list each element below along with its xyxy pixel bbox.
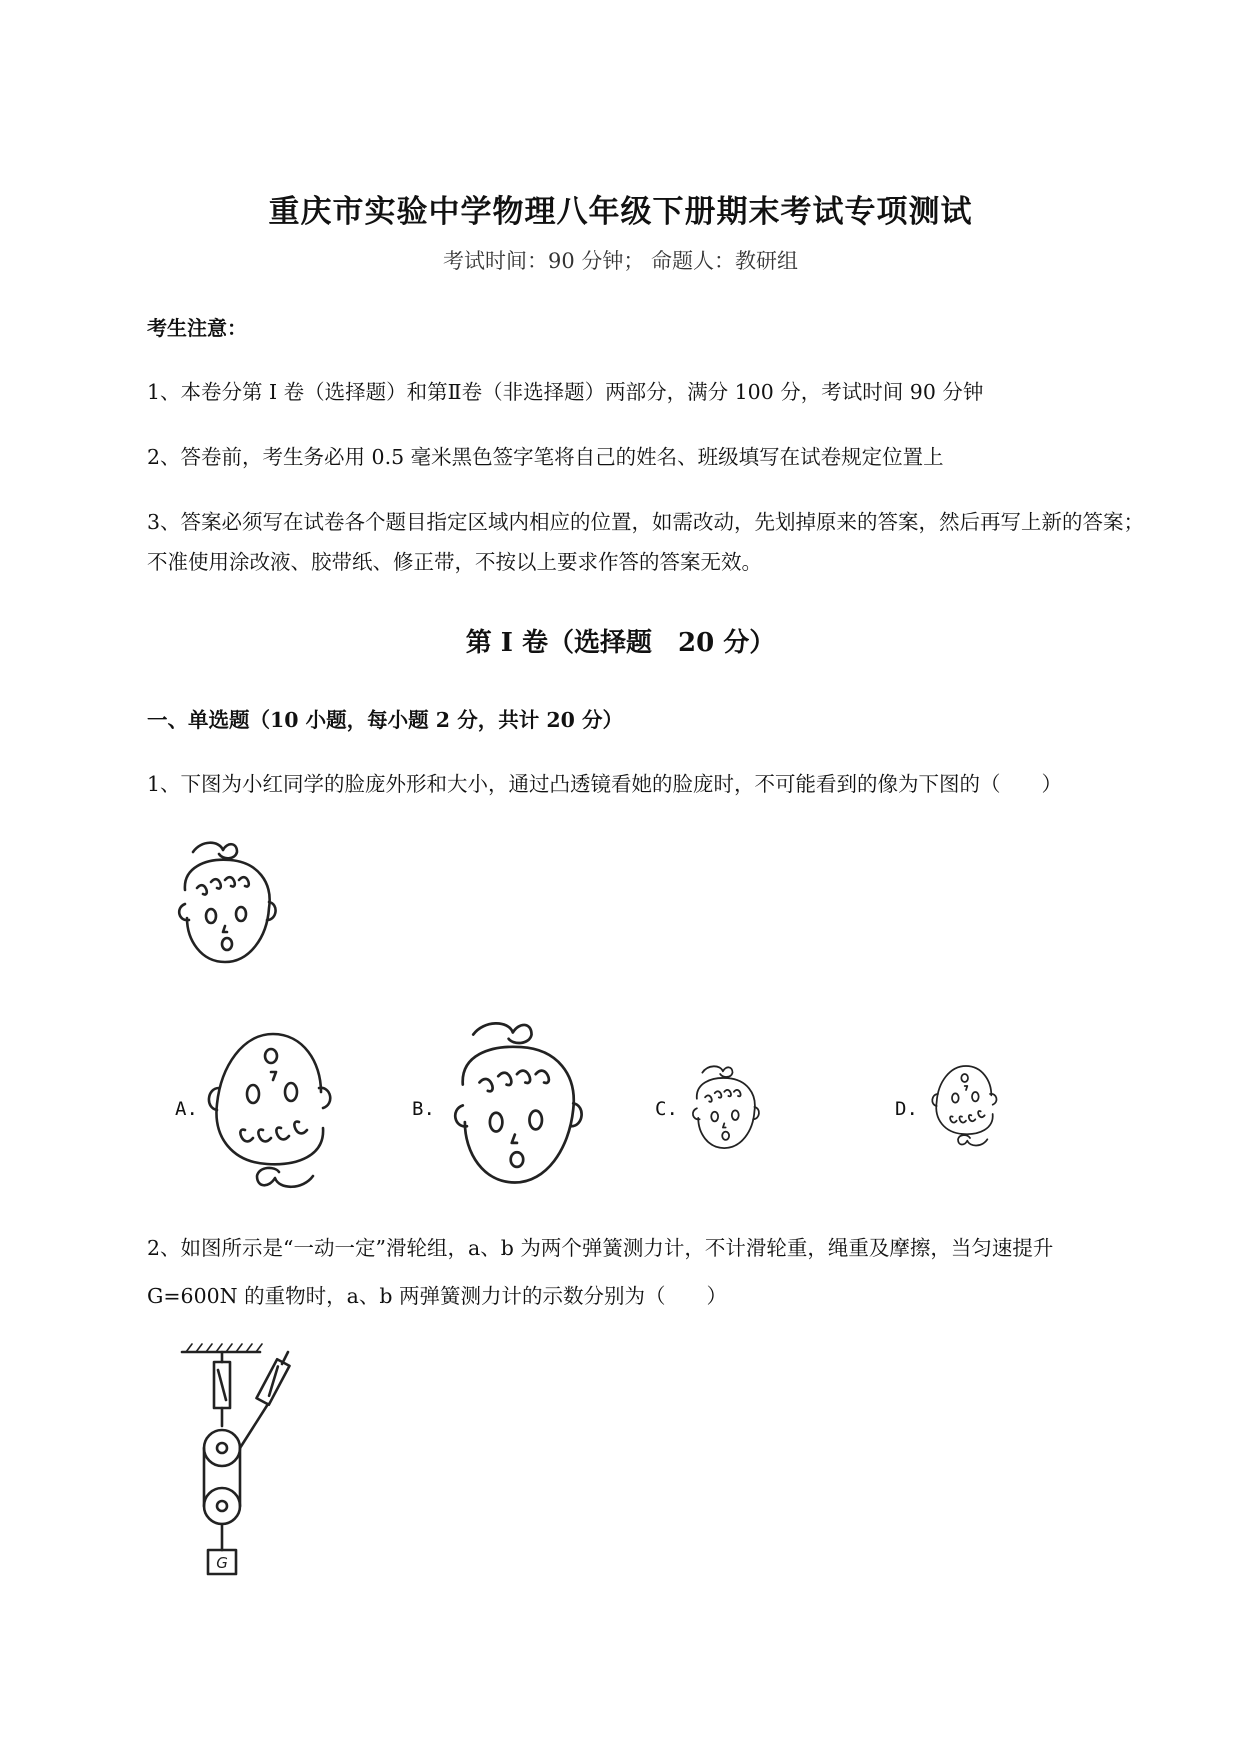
reference-face-figure xyxy=(175,840,280,970)
option-c-label[interactable]: C. xyxy=(655,1098,678,1120)
exam-info: 考试时间：90 分钟； 命题人：教研组 xyxy=(442,249,799,273)
pulley-system-figure xyxy=(170,1330,310,1590)
option-d-face-figure xyxy=(930,1060,1000,1148)
option-c-face-figure xyxy=(690,1064,762,1154)
notice-heading: 考生注意： xyxy=(147,316,247,340)
question-2-text: 2、如图所示是“一动一定”滑轮组，a、b 为两个弹簧测力计，不计滑轮重，绳重及摩擦，当匀速提升 G=600N 的重物时，a、b 两弹簧测力计的示数分别为（ ） xyxy=(147,1236,1054,1308)
part-heading: 一、单选题（10 小题，每小题 2 分，共计 20 分） xyxy=(147,708,624,732)
weight-label: G xyxy=(216,1554,228,1572)
notice-item-1: 1、本卷分第 I 卷（选择题）和第Ⅱ卷（非选择题）两部分，满分 100 分，考试时间 90 分钟 xyxy=(147,380,984,404)
option-b-face-figure xyxy=(448,1020,588,1195)
option-a-face-figure xyxy=(205,1022,335,1190)
option-a-label[interactable]: A. xyxy=(175,1098,198,1120)
option-d-label[interactable]: D. xyxy=(895,1098,918,1120)
page-title: 重庆市实验中学物理八年级下册期末考试专项测试 xyxy=(268,194,973,230)
section-title: 第 I 卷（选择题 20 分） xyxy=(465,628,776,658)
notice-item-2: 2、答卷前，考生务必用 0.5 毫米黑色签字笔将自己的姓名、班级填写在试卷规定位置上 xyxy=(147,445,944,469)
question-1-text: 1、下图为小红同学的脸庞外形和大小，通过凸透镜看她的脸庞时，不可能看到的像为下图的（ ） xyxy=(147,772,1063,796)
option-b-label[interactable]: B. xyxy=(412,1098,435,1120)
notice-item-3: 3、答案必须写在试卷各个题目指定区域内相应的位置，如需改动，先划掉原来的答案，然后再写上新的答案；不准使用涂改液、胶带纸、修正带，不按以上要求作答的答案无效。 xyxy=(147,510,1145,574)
